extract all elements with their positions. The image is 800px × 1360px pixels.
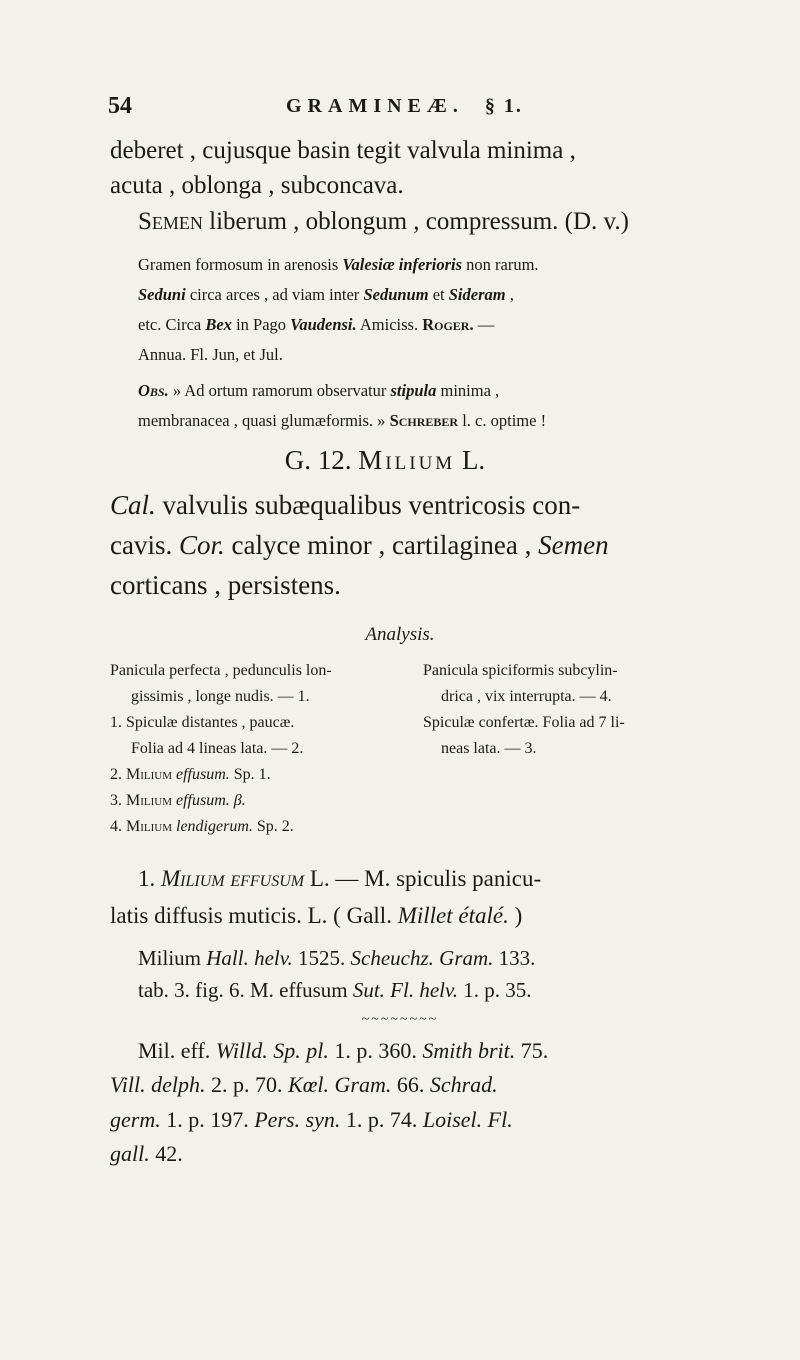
- term-stipula: stipula: [390, 381, 437, 400]
- place-vaudensi: Vaudensi.: [290, 315, 357, 334]
- analysis-title: Analysis.: [365, 624, 435, 645]
- citation-gall: gall.: [110, 1141, 150, 1166]
- species-text: 133.: [493, 946, 536, 970]
- place-sedunum: Sedunum: [363, 285, 429, 304]
- species-name: lendigerum.: [172, 818, 253, 835]
- description-text: cavis.: [110, 530, 179, 560]
- french-name: Millet étalé.: [397, 903, 509, 928]
- obs-text: membranacea , quasi glumæformis. »: [138, 411, 390, 430]
- citation-willd: Willd. Sp. pl.: [215, 1038, 329, 1063]
- gramen-text: ,: [505, 285, 514, 304]
- gramen-text: non rarum.: [462, 255, 539, 274]
- analysis-number: 3.: [110, 792, 126, 809]
- cal-label: Cal.: [110, 490, 156, 520]
- analysis-ref: Sp. 2.: [252, 818, 294, 835]
- citation-pers: Pers. syn.: [254, 1107, 341, 1132]
- citation-germ: germ.: [110, 1107, 161, 1132]
- species-line-1: [138, 866, 541, 892]
- analysis-right-line-2: drica , vix interrupta. — 4.: [441, 688, 612, 705]
- species-title: Milium effusum: [161, 866, 305, 891]
- analysis-number: 4.: [110, 818, 126, 835]
- cor-label: Cor.: [178, 530, 225, 560]
- analysis-right-line-3: Spiculæ confertæ. Folia ad 7 li-: [423, 714, 625, 731]
- author-roger: Roger.: [422, 315, 474, 334]
- species-text: Milium: [138, 946, 207, 970]
- citation-scheuchz: Scheuchz. Gram.: [350, 946, 494, 970]
- citation-sut: Sut. Fl. helv.: [352, 978, 459, 1002]
- ornament-divider: ~~~~~~~~: [361, 1012, 439, 1027]
- refs-line-4: [110, 1141, 183, 1167]
- place-seduni: Seduni: [138, 285, 186, 304]
- description-line-2: [110, 530, 609, 561]
- analysis-left-line-1: Panicula perfecta , pedunculis lon-: [110, 662, 332, 679]
- species-text: ): [508, 903, 523, 928]
- intro-line-2: acuta , oblonga , subconcava.: [110, 172, 404, 199]
- section-mark: § 1.: [484, 95, 523, 117]
- gramen-text: etc. Circa: [138, 315, 206, 334]
- page-header: [108, 93, 708, 127]
- citation-koel: Kœl. Gram.: [288, 1072, 392, 1097]
- refs-text: 42.: [149, 1141, 183, 1166]
- gramen-text: in Pago: [231, 315, 291, 334]
- analysis-right-line-1: Panicula spiciformis subcylin-: [423, 662, 618, 679]
- description-text: calyce minor , cartilaginea ,: [224, 530, 539, 560]
- refs-text: 75.: [515, 1038, 549, 1063]
- refs-text: 2. p. 70.: [205, 1072, 289, 1097]
- analysis-left-line-5: [110, 766, 271, 784]
- genus-number: G. 12.: [284, 445, 359, 475]
- obs-line-2: [138, 411, 546, 431]
- citation-hall: Hall. helv.: [206, 946, 293, 970]
- gramen-text: et: [428, 285, 449, 304]
- description-line-3: corticans , persistens.: [110, 570, 341, 600]
- gramen-text: —: [473, 315, 495, 334]
- species-text: tab. 3. fig. 6. M. effusum: [138, 978, 353, 1002]
- gramen-text: Gramen formosum in arenosis: [138, 255, 343, 274]
- analysis-left-line-7: [110, 818, 294, 836]
- species-number: 1.: [138, 866, 161, 891]
- analysis-left-line-6: [110, 792, 246, 810]
- species-text: latis diffusis muticis. L. ( Gall.: [110, 903, 398, 928]
- obs-text: minima ,: [436, 381, 500, 400]
- semen-text: liberum , oblongum , compressum. (D. v.): [202, 208, 630, 235]
- analysis-number: 2.: [110, 766, 126, 783]
- description-text: valvulis subæqualibus ventricosis con-: [155, 490, 581, 520]
- analysis-left-line-2: gissimis , longe nudis. — 1.: [131, 688, 310, 705]
- genus-name: Milium: [126, 792, 172, 809]
- species-text: 1525.: [292, 946, 351, 970]
- genus-author: L.: [455, 445, 486, 475]
- gramen-line-2: [138, 285, 514, 305]
- page-number: 54: [108, 93, 132, 119]
- genus-name: Milium: [126, 818, 172, 835]
- genus-heading: [0, 445, 800, 476]
- place-sideram: Sideram: [448, 285, 506, 304]
- refs-text: 66.: [391, 1072, 430, 1097]
- place-valesia: Valesiæ inferioris: [342, 255, 463, 274]
- analysis-right-line-4: neas lata. — 3.: [441, 740, 537, 757]
- species-name: effusum.: [172, 766, 230, 783]
- gramen-text: circa arces , ad viam inter: [185, 285, 364, 304]
- citation-schrad: Schrad.: [429, 1072, 498, 1097]
- citation-smith: Smith brit.: [422, 1038, 516, 1063]
- genus-name: Milium: [358, 445, 456, 475]
- analysis-left-line-4: Folia ad 4 lineas lata. — 2.: [131, 740, 304, 757]
- analysis-left-line-3: 1. Spiculæ distantes , paucæ.: [110, 714, 295, 731]
- species-name: effusum. β.: [172, 792, 246, 809]
- species-line-2: [110, 903, 522, 929]
- analysis-ref: Sp. 1.: [229, 766, 271, 783]
- gramen-line-3: [138, 315, 494, 335]
- running-title-text: GRAMINEÆ.: [286, 95, 464, 117]
- refs-text: 1. p. 197.: [160, 1107, 255, 1132]
- refs-text: 1. p. 74.: [340, 1107, 423, 1132]
- citation-loisel: Loisel. Fl.: [422, 1107, 513, 1132]
- refs-line-1: [138, 1038, 548, 1064]
- refs-line-3: [110, 1107, 513, 1133]
- genus-name: Milium: [126, 766, 172, 783]
- author-schreber: Schreber: [389, 411, 459, 430]
- obs-line-1: [138, 381, 499, 401]
- citation-vill: Vill. delph.: [110, 1072, 206, 1097]
- running-title: [286, 95, 523, 118]
- species-text: 1. p. 35.: [458, 978, 532, 1002]
- intro-line-1: deberet , cujusque basin tegit valvula minima ,: [110, 137, 576, 164]
- refs-line-2: [110, 1072, 498, 1098]
- species-text: L. — M. spiculis panicu-: [304, 866, 542, 891]
- species-line-4: [138, 978, 532, 1003]
- semen-label: Semen: [538, 530, 609, 560]
- obs-label: Obs.: [138, 381, 169, 400]
- refs-text: 1. p. 360.: [328, 1038, 423, 1063]
- description-line-1: [110, 490, 580, 521]
- gramen-text: Amiciss.: [356, 315, 423, 334]
- intro-line-3: [138, 208, 629, 236]
- place-bex: Bex: [205, 315, 232, 334]
- refs-text: Mil. eff.: [138, 1038, 216, 1063]
- gramen-line-1: [138, 255, 539, 275]
- species-line-3: [138, 946, 535, 971]
- semen-label: Semen: [138, 208, 203, 235]
- obs-text: l. c. optime !: [458, 411, 547, 430]
- obs-text: » Ad ortum ramorum observatur: [168, 381, 391, 400]
- gramen-line-4: Annua. Fl. Jun, et Jul.: [138, 345, 283, 364]
